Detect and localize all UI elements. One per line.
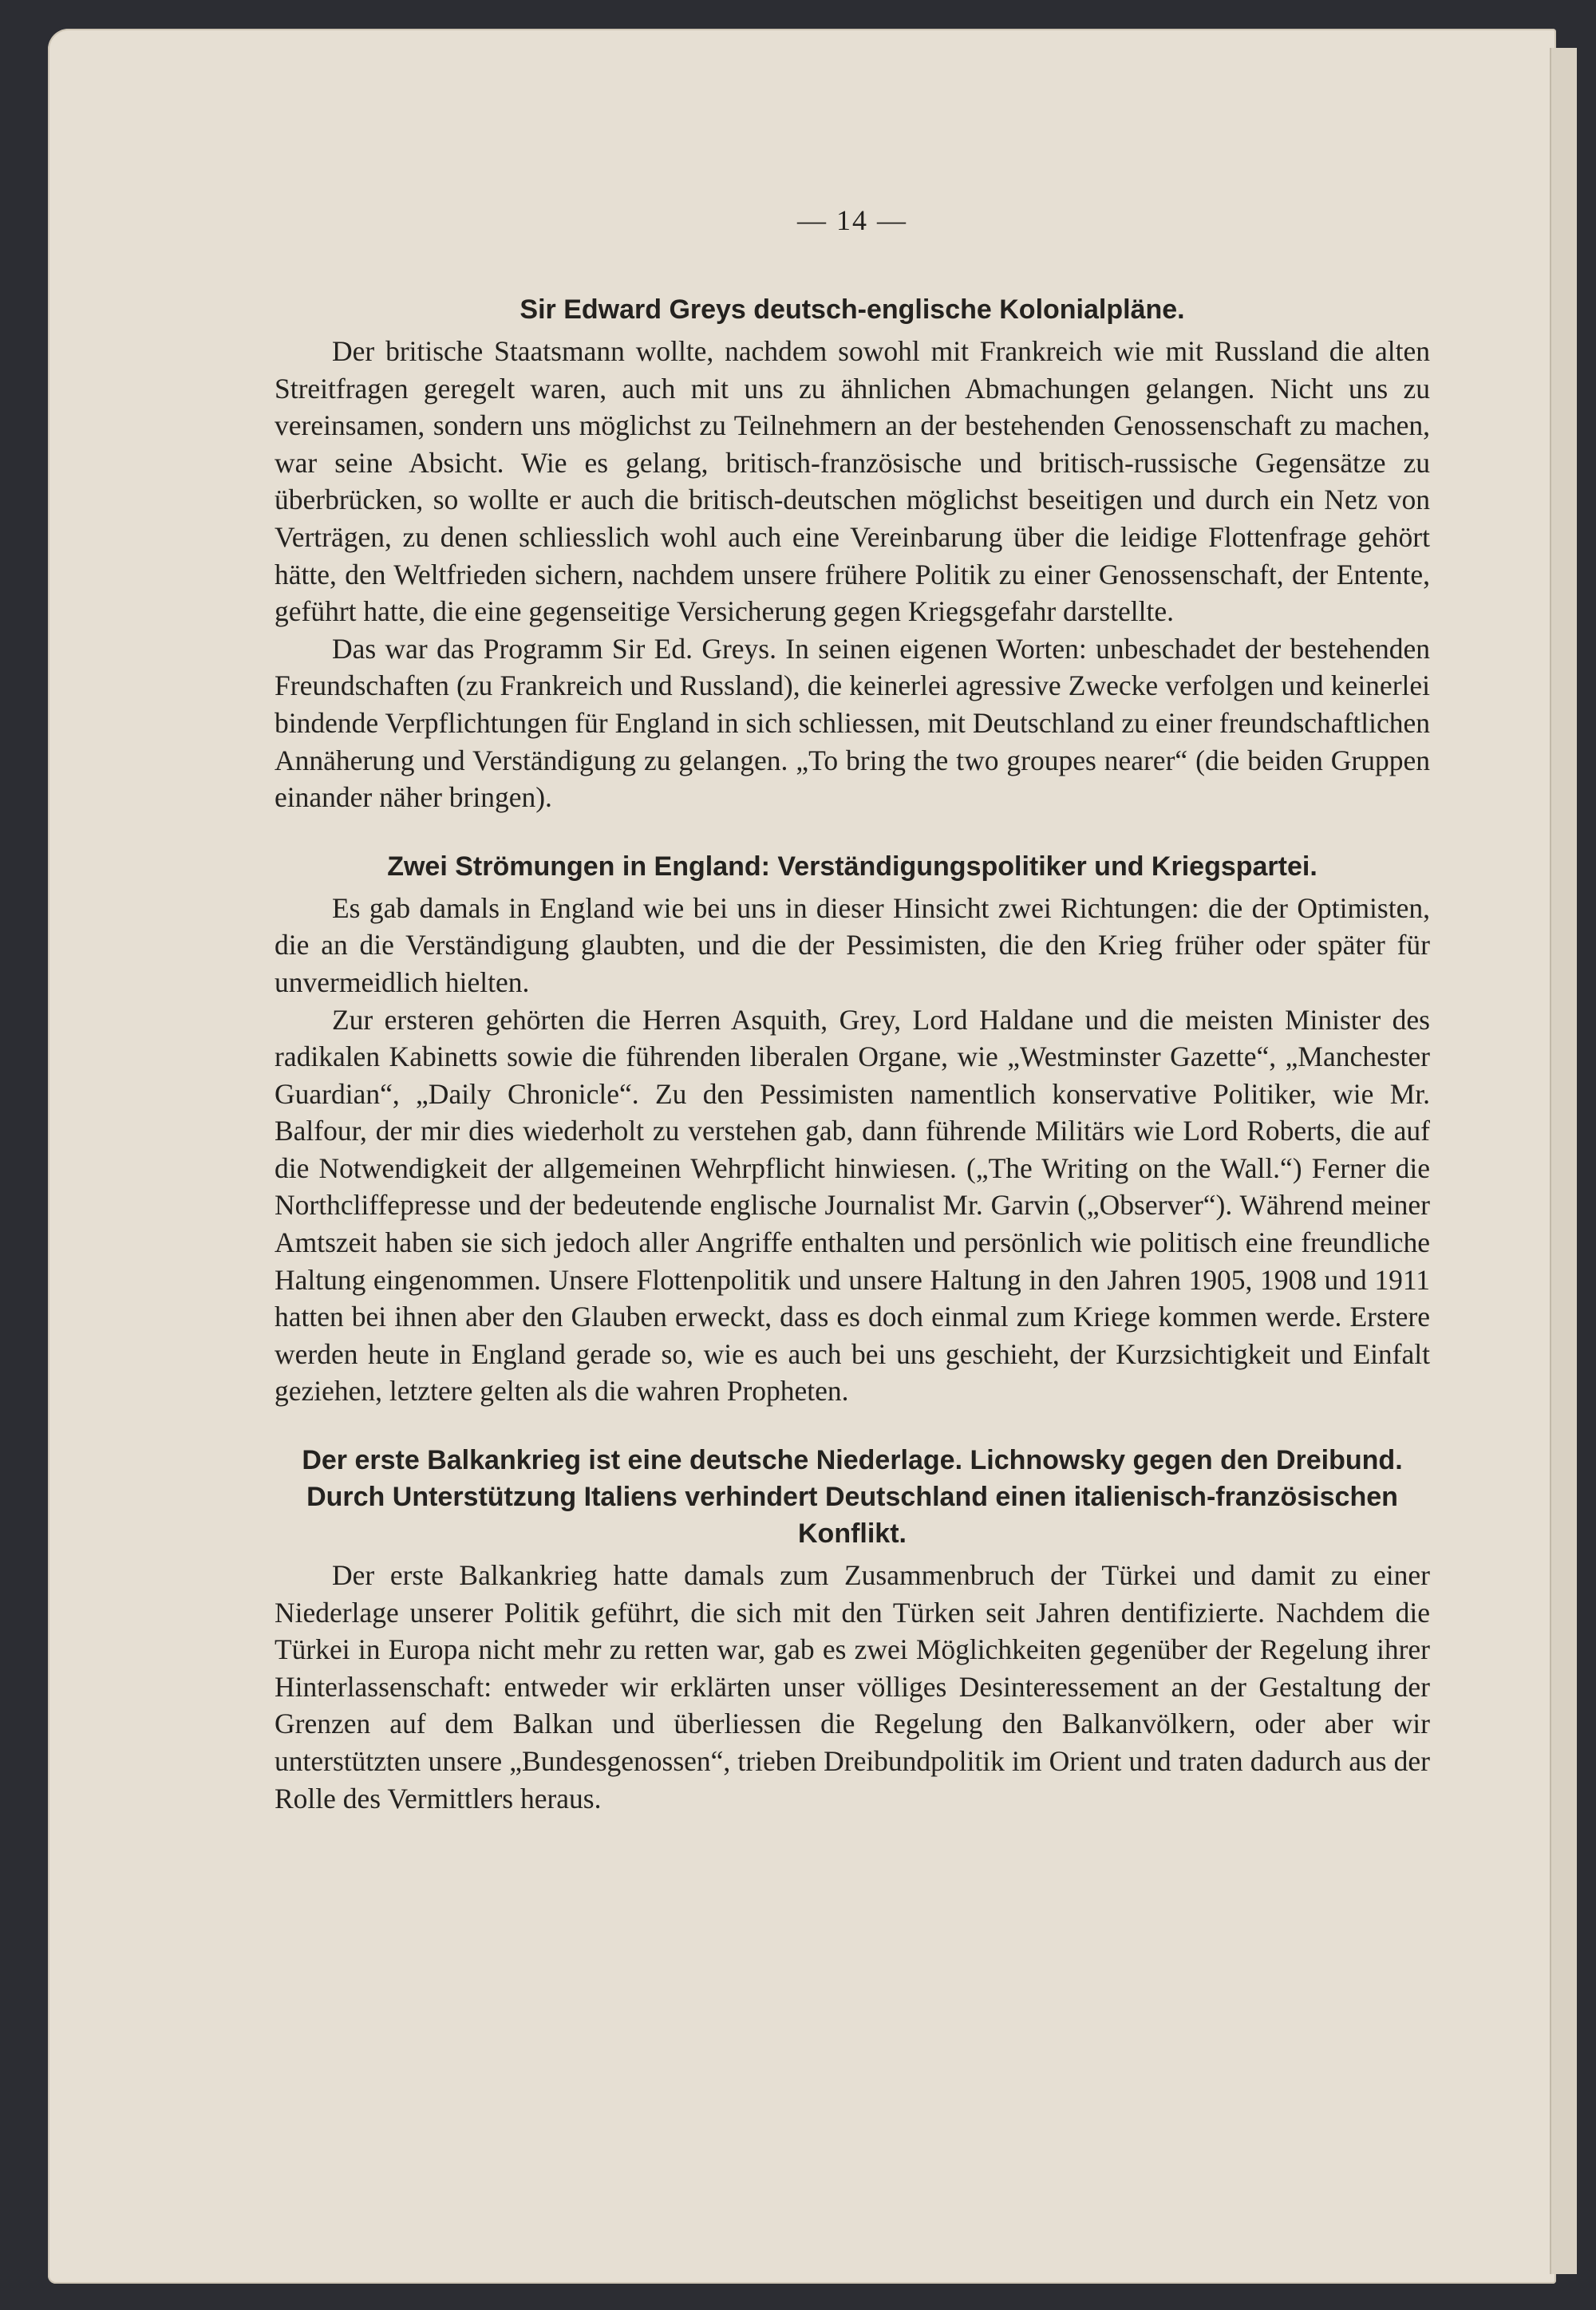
- paragraph: Der britische Staatsmann wollte, nachdem sowohl mit Frankreich wie mit Russland die alten Streitfragen geregelt waren, auch mit uns zu ähnlichen Abmachungen gelangen. Nicht uns zu vereinsamen, sondern uns möglichst zu Teilnehmern an der bestehenden Genossenschaft zu machen, war seine Absicht. Wie es gelang, britisch-französische und britisch-russische Gegensätze zu überbrücken, so wollte er auch die britisch-deutschen möglichst beseitigen und durch ein Netz von Verträgen, zu denen schliesslich wohl auch eine Vereinbarung über die leidige Flottenfrage gehört hätte, den Weltfrieden sichern, nachdem unsere frühere Politik zu einer Genossenschaft, der Entente, geführt hatte, die eine gegenseitige Versicherung gegen Kriegsgefahr darstellte.: [275, 335, 1430, 628]
- page-content: [275, 203, 1430, 1849]
- section-heading: Zwei Strömungen in England: Verständigungspolitiker und Kriegspartei.: [387, 851, 1317, 882]
- section-balkan-war: [275, 1442, 1430, 1817]
- page-number: — 14 —: [797, 204, 907, 236]
- paragraph: Der erste Balkankrieg hatte damals zum Zusammenbruch der Türkei und damit zu einer Niederlage unserer Politik geführt, die sich mit den Türken seit Jahren dentifizierte. Nachdem die Türkei in Europa nicht mehr zu retten war, gab es zwei Möglichkeiten gegenüber der Regelung ihrer Hinterlassenschaft: entweder wir erklärten unser völliges Desinteressement an der Gestaltung der Grenzen auf dem Balkan und überliessen die Regelung den Balkanvölkern, oder aber wir unterstützten unsere „Bundesgenossen“, trieben Dreibundpolitik im Orient und traten dadurch aus der Rolle des Vermittlers heraus.: [275, 1559, 1430, 1814]
- section-heading: Sir Edward Greys deutsch-englische Kolonialpläne.: [519, 294, 1185, 325]
- page-edge: [1550, 48, 1577, 2274]
- section-two-currents: [275, 848, 1430, 1410]
- paragraph: Das war das Programm Sir Ed. Greys. In seinen eigenen Worten: unbeschadet der bestehenden Freundschaften (zu Frankreich und Russland), die keinerlei agressive Zwecke verfolgen und keinerlei bindende Verpflichtungen für England in sich schliessen, mit Deutschland zu einer freundschaftlichen Annäherung und Verständigung zu gelangen. „To bring the two groupes nearer“ (die beiden Gruppen einander näher bringen).: [275, 632, 1430, 814]
- section-heading: Der erste Balkankrieg ist eine deutsche Niederlage. Lichnowsky gegen den Dreibund. Durch Unterstützung Italiens verhindert Deutschland einen italienisch-französischen Konflikt.: [302, 1445, 1403, 1550]
- section-grey-plans: [275, 291, 1430, 816]
- paragraph: Es gab damals in England wie bei uns in dieser Hinsicht zwei Richtungen: die der Optimisten, die an die Verständigung glaubten, und die der Pessimisten, die den Krieg früher oder später für unvermeidlich hielten.: [275, 891, 1430, 998]
- paragraph: Zur ersteren gehörten die Herren Asquith, Grey, Lord Haldane und die meisten Minister des radikalen Kabinetts sowie die führenden liberalen Organe, wie „Westminster Gazette“, „Manchester Guardian“, „Daily Chronicle“. Zu den Pessimisten namentlich konservative Politiker, wie Mr. Balfour, der mir dies wiederholt zu verstehen gab, dann führende Militärs wie Lord Roberts, die auf die Notwendigkeit der allgemeinen Wehrpflicht hinwiesen. („The Writing on the Wall.“) Ferner die Northcliffepresse und der bedeutende englische Journalist Mr. Garvin („Observer“). Während meiner Amtszeit haben sie sich jedoch aller Angriffe enthalten und persönlich wie politisch eine freundliche Haltung eingenommen. Unsere Flottenpolitik und unsere Haltung in den Jahren 1905, 1908 und 1911 hatten bei ihnen aber den Glauben erweckt, dass es doch einmal zum Kriege kommen werde. Erstere werden heute in England gerade so, wie es auch bei uns geschieht, der Kurzsichtigkeit und Einfalt geziehen, letztere gelten als die wahren Propheten.: [275, 1003, 1430, 1408]
